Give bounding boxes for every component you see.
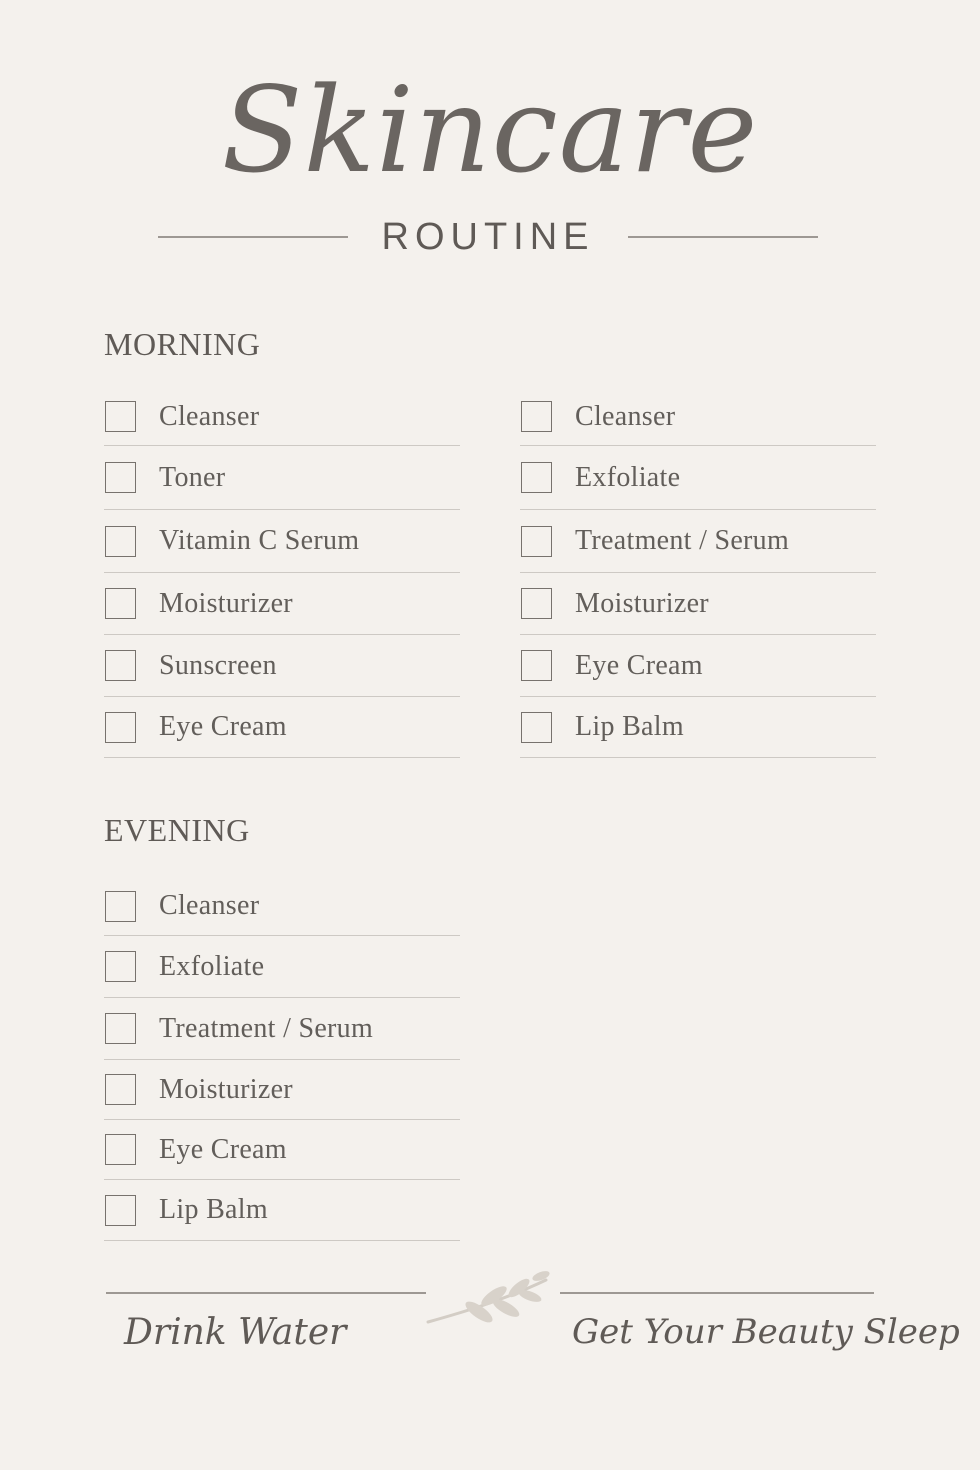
checkbox[interactable] xyxy=(521,650,552,681)
checkbox[interactable] xyxy=(105,1134,136,1165)
subtitle-divider-right xyxy=(628,236,818,238)
checkbox[interactable] xyxy=(105,1074,136,1105)
drink-water-note: Drink Water xyxy=(124,1312,347,1353)
item-label: Lip Balm xyxy=(159,1194,268,1225)
checklist-item xyxy=(104,388,460,446)
item-label: Moisturizer xyxy=(159,1073,293,1105)
footer-divider-right xyxy=(560,1292,874,1294)
item-label: Toner xyxy=(159,461,226,493)
item-label: Vitamin C Serum xyxy=(159,525,360,556)
item-label: Eye Cream xyxy=(575,649,703,681)
morning-checklist xyxy=(104,388,460,758)
item-label: Exfoliate xyxy=(575,461,681,493)
footer-divider-left xyxy=(106,1292,426,1294)
checkbox[interactable] xyxy=(105,1013,136,1044)
subtitle-row xyxy=(158,212,818,262)
page-title: Skincare xyxy=(221,61,759,199)
checkbox[interactable] xyxy=(105,1195,136,1226)
checkbox[interactable] xyxy=(105,526,136,557)
checklist-item xyxy=(520,388,876,446)
checklist-item xyxy=(104,446,460,510)
checklist-item xyxy=(520,635,876,697)
morning-heading: MORNING xyxy=(104,326,261,362)
checklist-item xyxy=(520,697,876,758)
checklist-item xyxy=(104,697,460,758)
checkbox[interactable] xyxy=(105,951,136,982)
checkbox[interactable] xyxy=(521,526,552,557)
evening-checklist xyxy=(104,877,460,1241)
item-label: Moisturizer xyxy=(575,587,709,619)
beauty-sleep-note: Get Your Beauty Sleep xyxy=(572,1312,960,1352)
checklist-item xyxy=(104,877,460,936)
item-label: Eye Cream xyxy=(159,711,287,742)
checkbox[interactable] xyxy=(521,588,552,619)
item-label: Treatment / Serum xyxy=(575,525,790,556)
checklist-item xyxy=(104,998,460,1060)
checklist-item xyxy=(104,573,460,635)
checkbox[interactable] xyxy=(521,462,552,493)
checkbox[interactable] xyxy=(105,588,136,619)
page-subtitle: ROUTINE xyxy=(381,215,595,258)
checklist-item xyxy=(520,510,876,573)
checklist-item xyxy=(104,1060,460,1120)
item-label: Cleanser xyxy=(575,400,676,432)
checkbox[interactable] xyxy=(105,650,136,681)
item-label: Cleanser xyxy=(159,400,260,432)
checkbox[interactable] xyxy=(105,712,136,743)
checklist-item xyxy=(104,510,460,573)
checklist-item xyxy=(104,936,460,998)
item-label: Exfoliate xyxy=(159,950,265,982)
evening-heading: EVENING xyxy=(104,812,250,848)
checkbox[interactable] xyxy=(105,891,136,922)
item-label: Sunscreen xyxy=(159,649,277,681)
item-label: Eye Cream xyxy=(159,1133,287,1165)
checkbox[interactable] xyxy=(105,401,136,432)
checklist-item xyxy=(104,635,460,697)
checklist-item xyxy=(104,1120,460,1180)
subtitle-divider-left xyxy=(158,236,348,238)
checkbox[interactable] xyxy=(521,401,552,432)
checklist-item xyxy=(520,573,876,635)
item-label: Moisturizer xyxy=(159,587,293,619)
checklist-item xyxy=(520,446,876,510)
leaf-branch-icon xyxy=(424,1270,554,1340)
item-label: Cleanser xyxy=(159,890,260,921)
checkbox[interactable] xyxy=(105,462,136,493)
checkbox[interactable] xyxy=(521,712,552,743)
checklist-item xyxy=(104,1180,460,1241)
item-label: Lip Balm xyxy=(575,711,684,742)
second-column-checklist xyxy=(520,388,876,758)
item-label: Treatment / Serum xyxy=(159,1012,374,1044)
